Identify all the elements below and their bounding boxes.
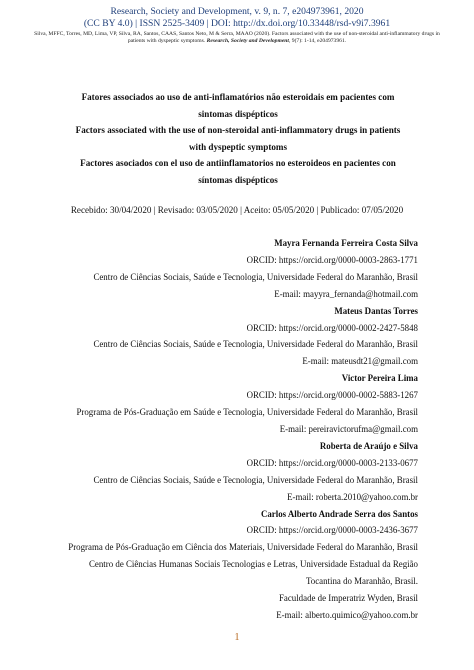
author-orcid[interactable]: ORCID: https://orcid.org/0000-0003-2436-3677 — [246, 525, 418, 536]
citation-text-start: Silva, MFFC, Torres, MD, Lima, VP, Silva, RA, Santos, CAAS, Santos Neto, M & Serra, MAAO (2020). Factors associated with the use of non-steroidal anti-inflammatory drugs in patients with dyspeptic symptoms. — [34, 31, 440, 45]
author-email[interactable]: E-mail: alberto.quimico@yahoo.com.br — [276, 609, 418, 620]
author-orcid[interactable]: ORCID: https://orcid.org/0000-0003-2863-1771 — [246, 254, 418, 265]
author-orcid[interactable]: ORCID: https://orcid.org/0000-0003-2133-0677 — [246, 457, 418, 468]
citation-text-end: , 9(7): 1-14, e204973961. — [288, 38, 347, 45]
author-block — [46, 438, 418, 506]
author-name: Roberta de Araújo e Silva — [319, 440, 418, 451]
journal-header-line1: Research, Society and Development, v. 9, n. 7, e204973961, 2020 — [110, 6, 364, 17]
article-titles — [60, 89, 416, 189]
author-affiliation: Faculdade de Imperatriz Wyden, Brasil — [278, 593, 418, 604]
page-number: 1 — [234, 632, 240, 643]
title-pt-line2: sintomas dispépticos — [198, 108, 278, 119]
author-email[interactable]: E-mail: mateusdt21@gmail.com — [302, 356, 418, 367]
author-affiliation: Tocantina do Maranhão, Brasil. — [305, 576, 418, 587]
title-en-line1: Factors associated with the use of non-steroidal anti-inflammatory drugs in patients — [75, 125, 401, 136]
author-name: Mateus Dantas Torres — [334, 305, 418, 316]
journal-header-line2: (CC BY 4.0) | ISSN 2525-3409 | DOI: http://dx.doi.org/10.33448/rsd-v9i7.3961 — [83, 17, 391, 29]
author-orcid[interactable]: ORCID: https://orcid.org/0000-0002-5883-1267 — [246, 390, 418, 401]
title-es-line2: síntomas dispépticos — [198, 174, 278, 185]
title-en-line2: with dyspeptic symptoms — [188, 141, 288, 152]
title-es-line1: Factores asociados con el uso de antiinflamatorios no esteroideos en pacientes con — [80, 158, 396, 169]
author-affiliation: Centro de Ciências Sociais, Saúde e Tecnologia, Universidade Federal do Maranhão, Brasil — [93, 339, 418, 350]
author-list — [46, 235, 418, 624]
citation-journal: Research, Society and Development — [206, 38, 289, 45]
author-affiliation: Programa de Pós-Graduação em Saúde e Tecnologia, Universidade Federal do Maranhão, Brasil — [76, 407, 418, 418]
author-affiliation: Programa de Pós-Graduação em Ciência dos Materiais, Universidade Federal do Maranhão, Brasil — [68, 542, 418, 553]
author-orcid[interactable]: ORCID: https://orcid.org/0000-0002-2427-5848 — [246, 322, 418, 333]
author-name: Mayra Fernanda Ferreira Costa Silva — [274, 238, 418, 248]
title-pt-line1: Fatores associados ao uso de anti-inflamatórios não esteroidais em pacientes com — [81, 92, 395, 102]
author-email[interactable]: E-mail: mayyra_fernanda@hotmail.com — [274, 288, 418, 299]
author-email[interactable]: E-mail: pereiravictorufma@gmail.com — [279, 423, 418, 434]
author-name: Carlos Alberto Andrade Serra dos Santos — [260, 508, 418, 519]
author-email[interactable]: E-mail: roberta.2010@yahoo.com.br — [287, 491, 418, 502]
author-block — [46, 303, 418, 371]
author-block — [46, 506, 418, 624]
publication-dates: Recebido: 30/04/2020 | Revisado: 03/05/2020 | Aceito: 05/05/2020 | Publicado: 07/05/2020 — [70, 205, 404, 215]
author-affiliation: Centro de Ciências Sociais, Saúde e Tecnologia, Universidade Federal do Maranhão, Brasil — [93, 474, 418, 485]
author-name: Victor Pereira Lima — [341, 373, 418, 384]
author-affiliation: Centro de Ciências Sociais, Saúde e Tecnologia, Universidade Federal do Maranhão, Brasil — [93, 271, 418, 282]
author-affiliation: Centro de Ciências Humanas Sociais Tecnologias e Letras, Universidade Estadual da Região — [89, 559, 418, 570]
citation — [34, 31, 440, 45]
journal-header — [0, 6, 474, 29]
author-block — [46, 235, 418, 303]
author-block — [46, 370, 418, 438]
